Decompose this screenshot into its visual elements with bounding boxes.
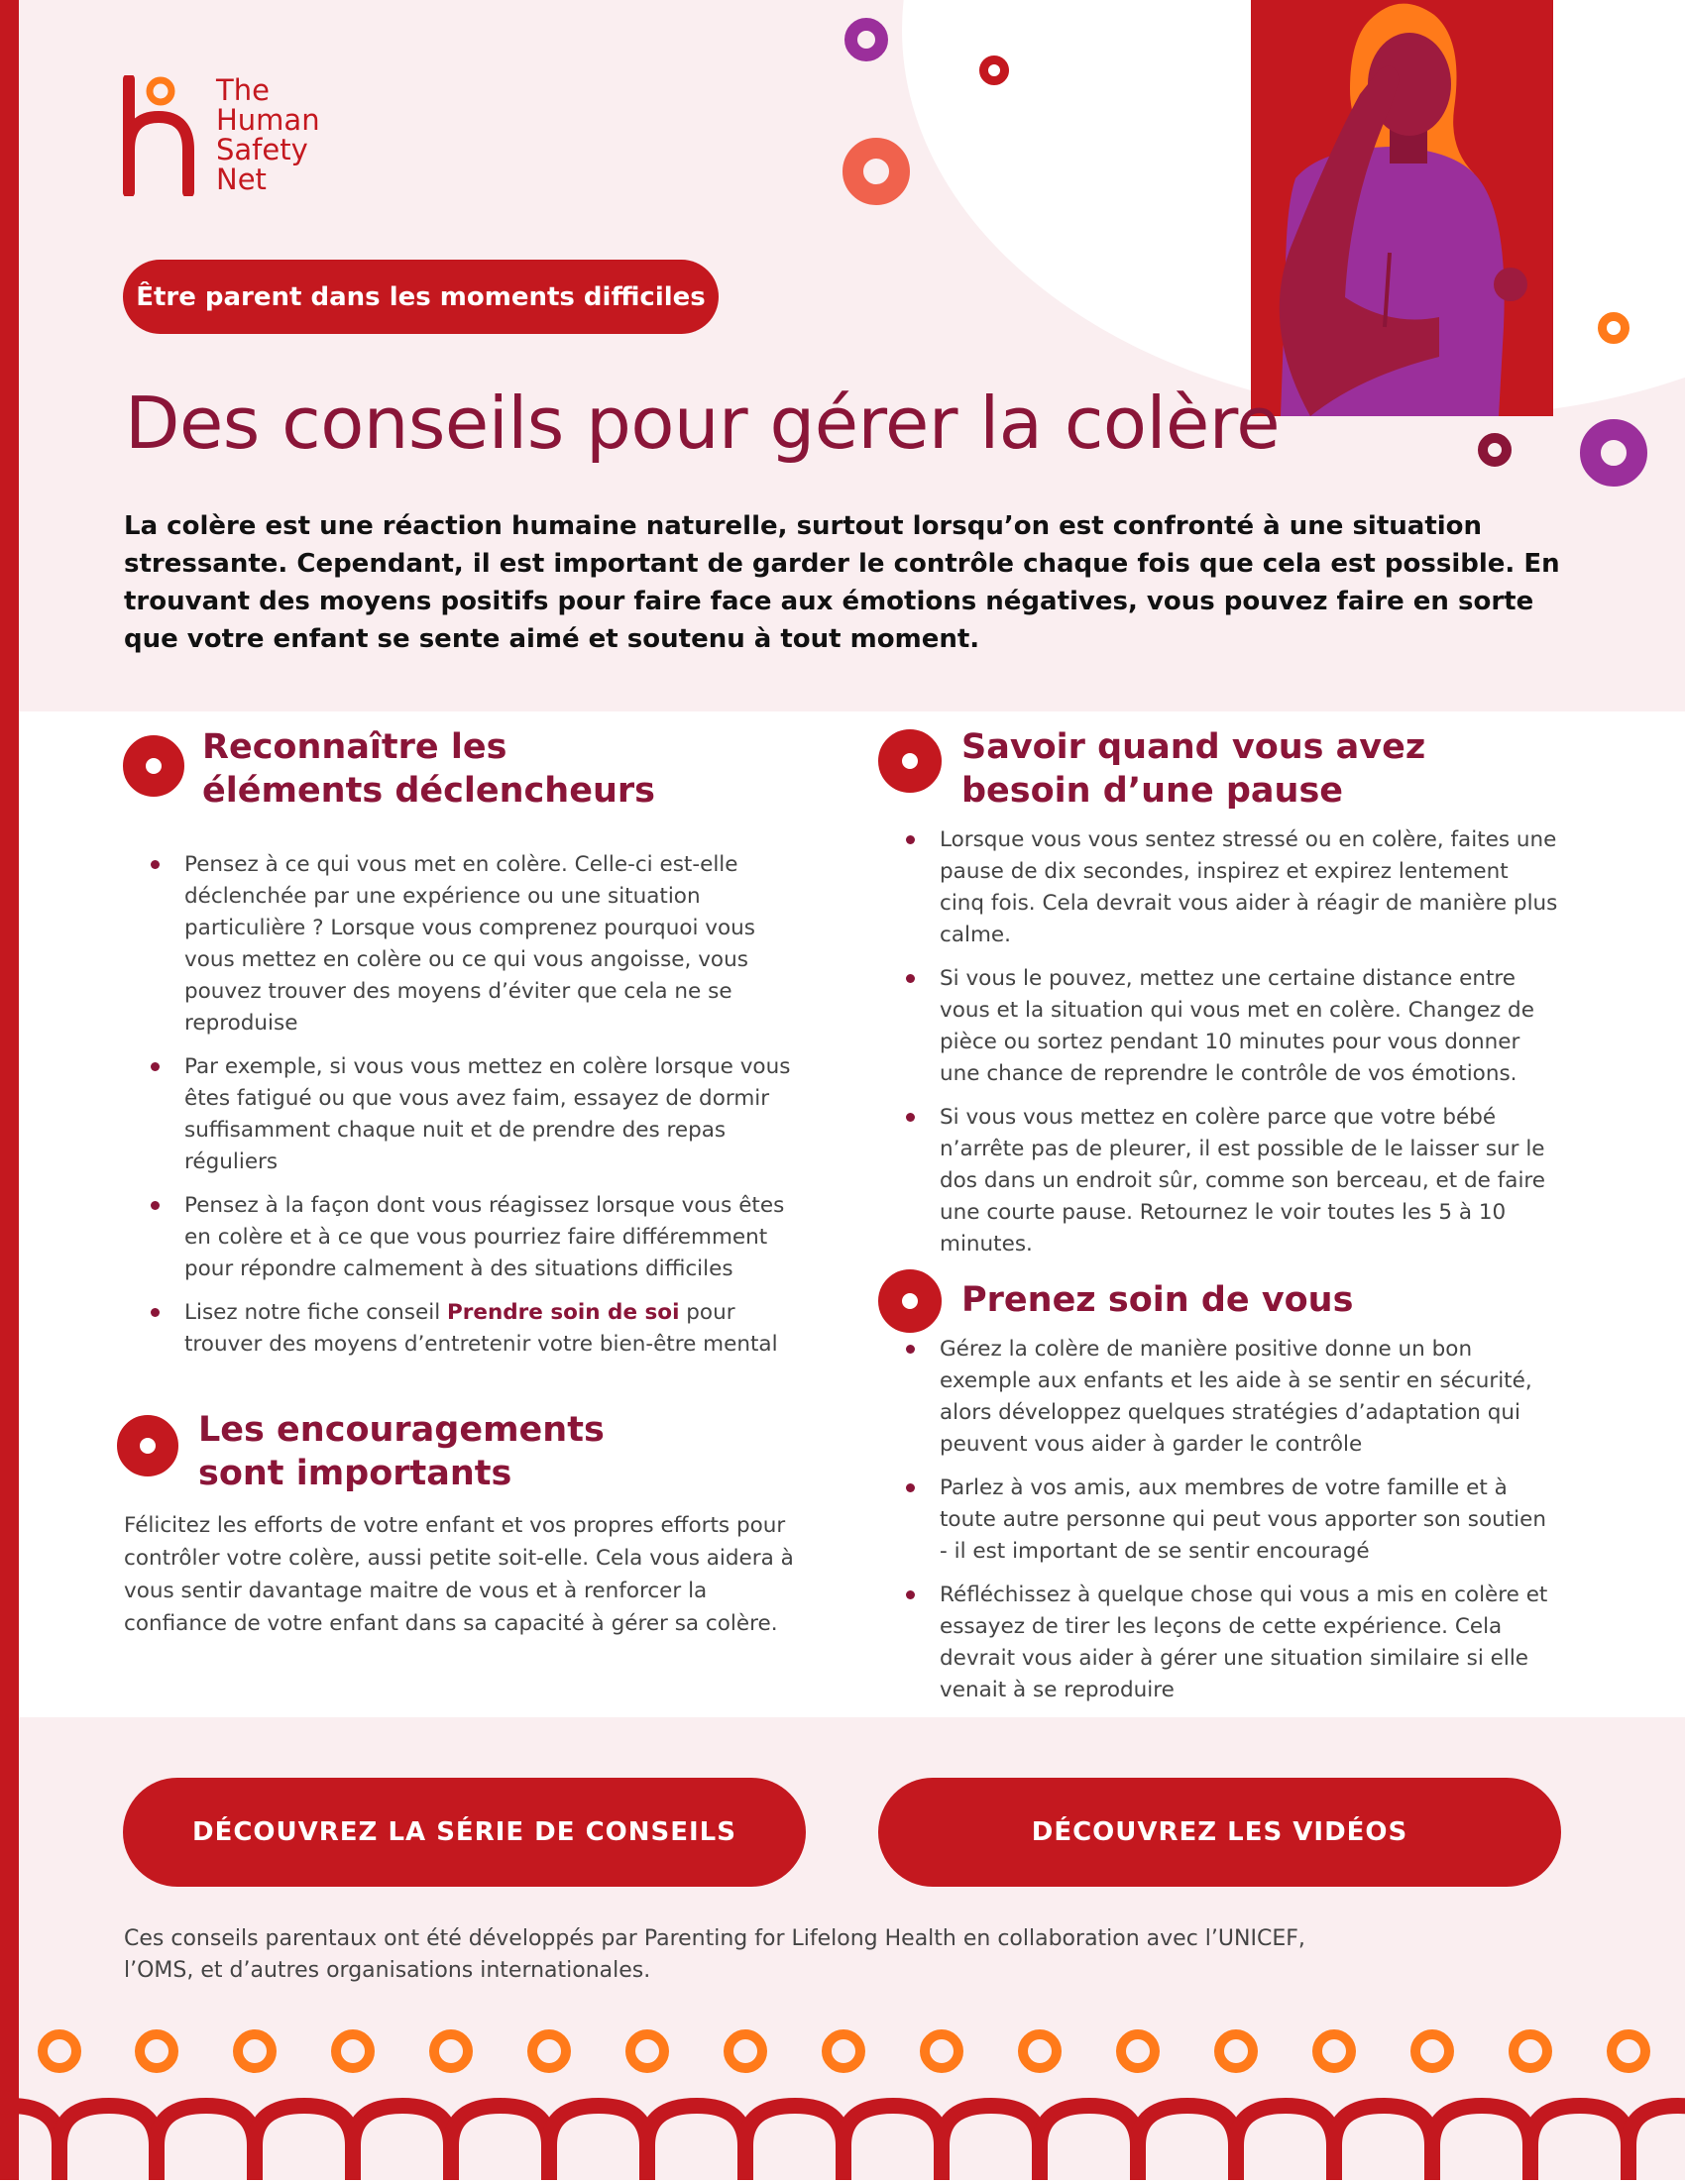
list-item <box>145 1190 809 1285</box>
decor-ring-red-small <box>979 55 1009 85</box>
videos-button[interactable]: DÉCOUVREZ LES VIDÉOS <box>878 1778 1561 1887</box>
bullet-icon <box>906 1483 915 1492</box>
stressed-woman-illustration <box>1251 0 1553 416</box>
target-circle-icon <box>878 1269 942 1333</box>
list-item-text: Pensez à ce qui vous met en colère. Celle-ci est-elle déclenchée par une expérience ou une situation particulière ? Lorsque vous comprenez pourquoi vous vous mettez en colère ou ce qui vous angoisse, vous pouvez trouver des moyens d’éviter que cela ne se reproduise <box>184 852 755 1036</box>
logo-line-1: The <box>216 73 270 107</box>
decor-ring-purple-top <box>844 18 888 61</box>
selfcare-list <box>900 1334 1559 1718</box>
page-title: Des conseils pour gérer la colère <box>125 382 1281 465</box>
logo-line-2: Human <box>216 103 320 137</box>
bullet-icon <box>906 1113 915 1122</box>
target-circle-icon <box>878 729 942 793</box>
bullet-icon <box>151 1308 160 1317</box>
bullet-icon <box>906 1590 915 1599</box>
logo-line-3: Safety <box>216 133 308 166</box>
pause-list <box>900 824 1559 1272</box>
decor-ring-orange-right <box>1598 312 1629 344</box>
list-item <box>145 1051 809 1178</box>
list-item-text: Gérez la colère de manière positive donne un bon exemple aux enfants et les aide à se sentir en sécurité, alors développez quelques stratégies d’adaptation qui peuvent vous aider à garder le contrôle <box>940 1337 1532 1457</box>
list-item-text: Parlez à vos amis, aux membres de votre famille et à toute autre personne qui peut vous apporter son soutien - il est important de se sentir encouragé <box>940 1475 1546 1564</box>
bullet-icon <box>906 1345 915 1354</box>
list-item-text: Si vous le pouvez, mettez une certaine distance entre vous et la situation qui vous met en colère. Changez de pièce ou sortez pendant 10 minutes pour vous donner une chance de reprendre le contrôle de vos émotions. <box>940 966 1534 1086</box>
decor-ring-coral <box>842 138 910 205</box>
list-item-text: pour trouver des moyens d’entretenir votre bien-être mental <box>184 1300 778 1357</box>
logo-text <box>216 75 320 194</box>
list-item <box>900 1102 1559 1260</box>
logo-line-4: Net <box>216 163 267 196</box>
decorative-border-pattern <box>0 2021 1685 2180</box>
bullet-icon <box>151 1062 160 1071</box>
list-item <box>900 1334 1559 1461</box>
list-item-text: Lorsque vous vous sentez stressé ou en colère, faites une pause de dix secondes, inspirez et expirez lentement cinq fois. Cela devrait vous aider à réagir de manière plus calme. <box>940 827 1558 947</box>
section-title-encouragement: Les encouragements sont importants <box>198 1410 605 1493</box>
list-item <box>900 963 1559 1090</box>
category-pill: Être parent dans les moments difficiles <box>123 260 719 334</box>
list-item-text: Lisez notre fiche conseil <box>184 1300 448 1325</box>
bullet-icon <box>906 835 915 844</box>
intro-paragraph: La colère est une réaction humaine naturelle, surtout lorsqu’on est confronté à une situation stressante. Cependant, il est important de garder le contrôle chaque fois que cela est possible. En trouvant des moyens positifs pour faire face aux émotions négatives, vous pouvez faire en sorte que votre enfant se sente aimé et soutenu à tout moment. <box>124 511 1560 654</box>
list-item <box>900 1473 1559 1568</box>
target-circle-icon <box>117 1415 178 1476</box>
series-button[interactable]: DÉCOUVREZ LA SÉRIE DE CONSEILS <box>123 1778 806 1887</box>
bullet-icon <box>151 860 160 869</box>
encouragement-text: Félicitez les efforts de votre enfant et vos propres efforts pour contrôler votre colère, aussi petite soit-elle. Cela vous aidera à vous sentir davantage maitre de vous et à renforcer la confiance de votre enfant dans sa capacité à gérer sa colère. <box>124 1513 794 1636</box>
decor-ring-maroon <box>1478 433 1512 467</box>
section-title-selfcare: Prenez soin de vous <box>961 1280 1354 1320</box>
decor-ring-purple-right <box>1580 419 1647 487</box>
section-title-pause: Savoir quand vous avez besoin d’une pause <box>961 727 1426 811</box>
target-circle-icon <box>123 735 184 797</box>
list-item-text: Par exemple, si vous vous mettez en colère lorsque vous êtes fatigué ou que vous avez faim, essayez de dormir suffisamment chaque nuit et de prendre des repas réguliers <box>184 1054 791 1174</box>
bullet-icon <box>906 974 915 983</box>
logo-icon <box>121 75 200 196</box>
list-item <box>900 1580 1559 1706</box>
list-item <box>145 1297 809 1361</box>
list-item <box>145 849 809 1039</box>
list-item-text: Réfléchissez à quelque chose qui vous a mis en colère et essayez de tirer les leçons de cette expérience. Cela devrait vous aider à gérer une situation similaire si elle venait à se reproduire <box>940 1583 1548 1702</box>
bullet-icon <box>151 1201 160 1210</box>
self-care-link[interactable]: Prendre soin de soi <box>447 1300 680 1325</box>
list-item-text: Pensez à la façon dont vous réagissez lorsque vous êtes en colère et à ce que vous pourriez faire différemment pour répondre calmement à des situations difficiles <box>184 1193 785 1281</box>
list-item-text: Si vous vous mettez en colère parce que votre bébé n’arrête pas de pleurer, il est possible de le laisser sur le dos dans un endroit sûr, comme son berceau, et de faire une courte pause. Retournez le voir toutes les 5 à 10 minutes. <box>940 1105 1546 1256</box>
left-accent-bar <box>0 0 19 2180</box>
triggers-list <box>145 849 809 1372</box>
section-title-triggers: Reconnaître les éléments déclencheurs <box>202 727 655 811</box>
list-item <box>900 824 1559 951</box>
footer-credits: Ces conseils parentaux ont été développés par Parenting for Lifelong Health en collaboration avec l’UNICEF, l’OMS, et d’autres organisations internationales. <box>124 1926 1305 1983</box>
